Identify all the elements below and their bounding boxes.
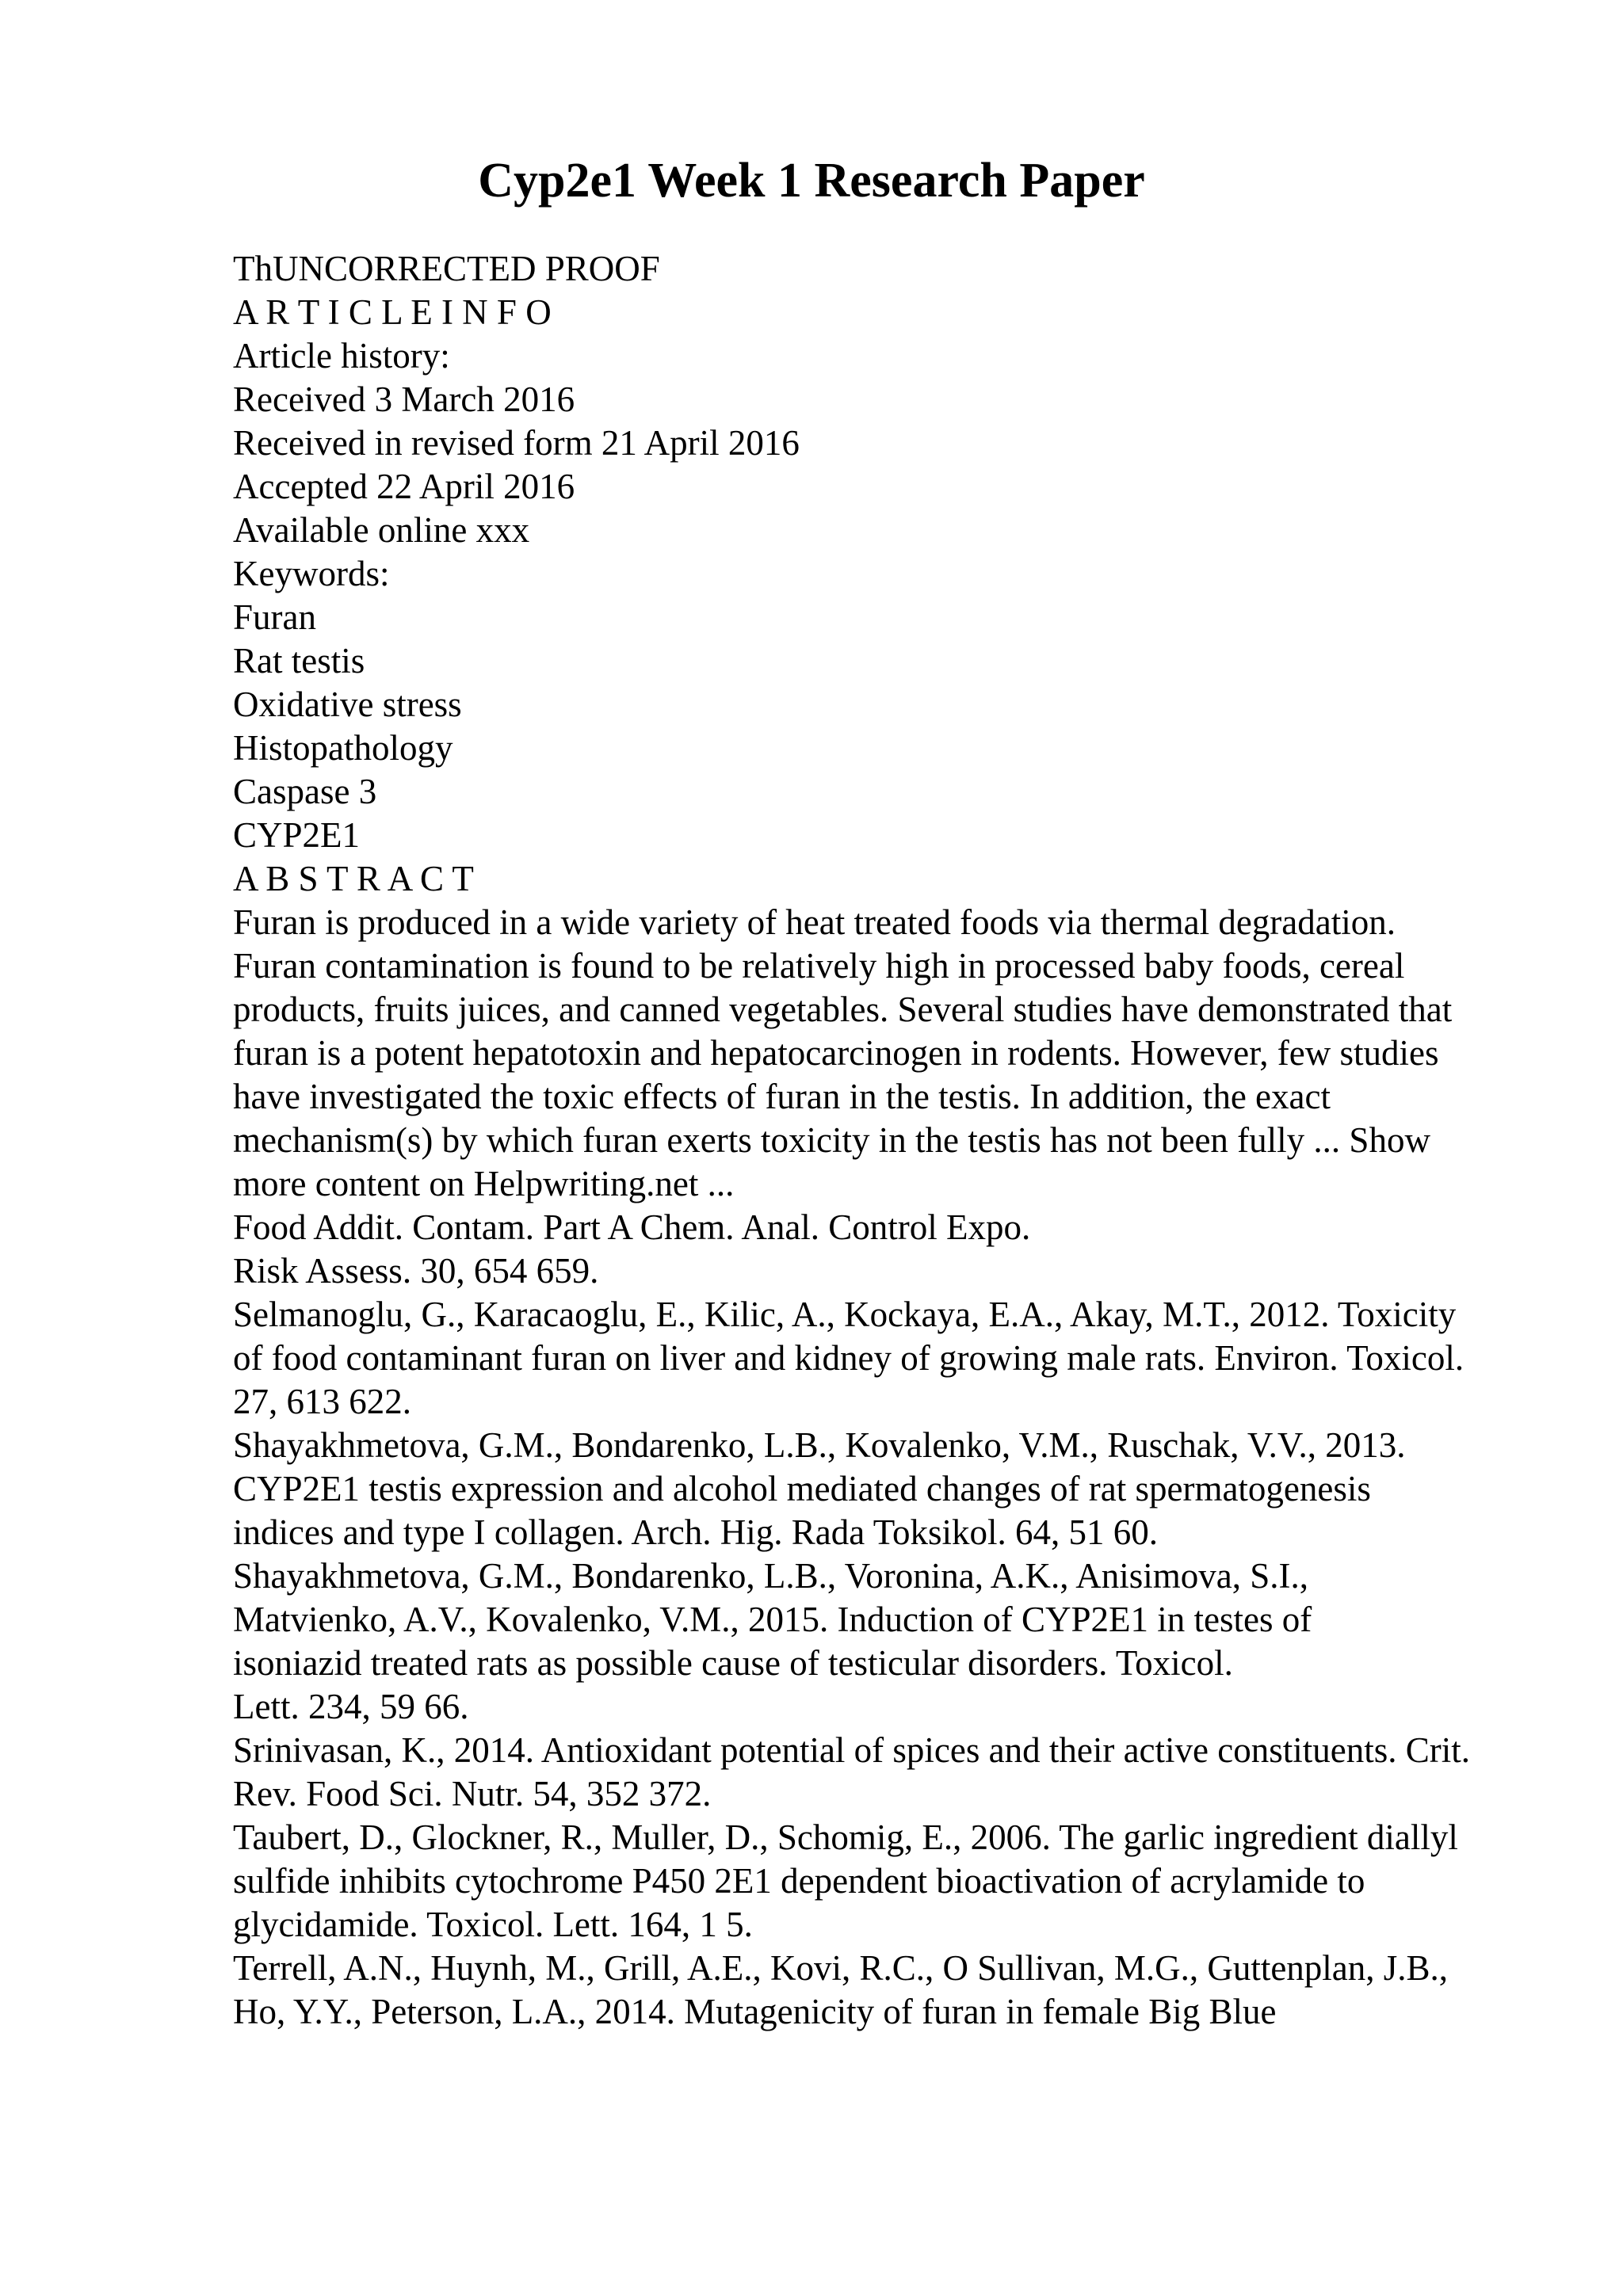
text-line: Accepted 22 April 2016 bbox=[233, 467, 575, 506]
text-line: Histopathology bbox=[233, 728, 453, 768]
text-line: isoniazid treated rats as possible cause of testicular disorders. Toxicol. bbox=[233, 1643, 1233, 1683]
text-line: Furan contamination is found to be relatively high in processed baby foods, cereal bbox=[233, 946, 1405, 986]
text-line: Oxidative stress bbox=[233, 685, 462, 724]
text-line: A B S T R A C T bbox=[233, 859, 474, 898]
text-line: Risk Assess. 30, 654 659. bbox=[233, 1251, 599, 1291]
text-line: Shayakhmetova, G.M., Bondarenko, L.B., Kovalenko, V.M., Ruschak, V.V., 2013. bbox=[233, 1425, 1406, 1465]
text-line: Keywords: bbox=[233, 554, 390, 593]
text-line: have investigated the toxic effects of furan in the testis. In addition, the exact bbox=[233, 1077, 1331, 1116]
text-line: 27, 613 622. bbox=[233, 1382, 411, 1421]
text-line: furan is a potent hepatotoxin and hepatocarcinogen in rodents. However, few studies bbox=[233, 1033, 1439, 1073]
text-line: products, fruits juices, and canned vegetables. Several studies have demonstrated that bbox=[233, 990, 1453, 1029]
text-line: ThUNCORRECTED PROOF bbox=[233, 249, 660, 288]
text-line: Caspase 3 bbox=[233, 772, 377, 811]
text-line: indices and type I collagen. Arch. Hig. Rada Toksikol. 64, 51 60. bbox=[233, 1512, 1159, 1552]
text-line: Selmanoglu, G., Karacaoglu, E., Kilic, A., Kockaya, E.A., Akay, M.T., 2012. Toxicity bbox=[233, 1295, 1457, 1334]
text-line: Food Addit. Contam. Part A Chem. Anal. Control Expo. bbox=[233, 1207, 1031, 1247]
text-line: Rev. Food Sci. Nutr. 54, 352 372. bbox=[233, 1774, 712, 1814]
text-line: Matvienko, A.V., Kovalenko, V.M., 2015. Induction of CYP2E1 in testes of bbox=[233, 1600, 1312, 1639]
text-line: Taubert, D., Glockner, R., Muller, D., Schomig, E., 2006. The garlic ingredient diallyl bbox=[233, 1817, 1458, 1857]
text-line: Furan bbox=[233, 597, 316, 637]
text-line: Srinivasan, K., 2014. Antioxidant potential of spices and their active constituents. Crit. bbox=[233, 1730, 1470, 1770]
text-line: Article history: bbox=[233, 336, 450, 376]
text-line: Received 3 March 2016 bbox=[233, 379, 575, 419]
text-line: Rat testis bbox=[233, 641, 365, 681]
document-title: Cyp2e1 Week 1 Research Paper bbox=[478, 154, 1145, 208]
text-line: Shayakhmetova, G.M., Bondarenko, L.B., Voronina, A.K., Anisimova, S.I., bbox=[233, 1556, 1309, 1596]
text-line: CYP2E1 testis expression and alcohol mediated changes of rat spermatogenesis bbox=[233, 1469, 1371, 1508]
text-line: glycidamide. Toxicol. Lett. 164, 1 5. bbox=[233, 1905, 753, 1944]
text-line: of food contaminant furan on liver and kidney of growing male rats. Environ. Toxicol. bbox=[233, 1338, 1465, 1378]
text-line: Lett. 234, 59 66. bbox=[233, 1687, 469, 1726]
text-line: Ho, Y.Y., Peterson, L.A., 2014. Mutagenicity of furan in female Big Blue bbox=[233, 1992, 1277, 2031]
text-line: Received in revised form 21 April 2016 bbox=[233, 423, 800, 463]
text-line: Available online xxx bbox=[233, 510, 530, 550]
text-line: A R T I C L E I N F O bbox=[233, 292, 552, 332]
text-line: mechanism(s) by which furan exerts toxicity in the testis has not been fully ... Show bbox=[233, 1120, 1430, 1160]
text-line: CYP2E1 bbox=[233, 815, 361, 855]
text-line: more content on Helpwriting.net ... bbox=[233, 1164, 735, 1203]
document-body bbox=[233, 247, 1612, 2034]
text-line: Furan is produced in a wide variety of heat treated foods via thermal degradation. bbox=[233, 902, 1396, 942]
text-line: sulfide inhibits cytochrome P450 2E1 dependent bioactivation of acrylamide to bbox=[233, 1861, 1365, 1901]
text-line: Terrell, A.N., Huynh, M., Grill, A.E., Kovi, R.C., O Sullivan, M.G., Guttenplan, J.B., bbox=[233, 1948, 1449, 1988]
